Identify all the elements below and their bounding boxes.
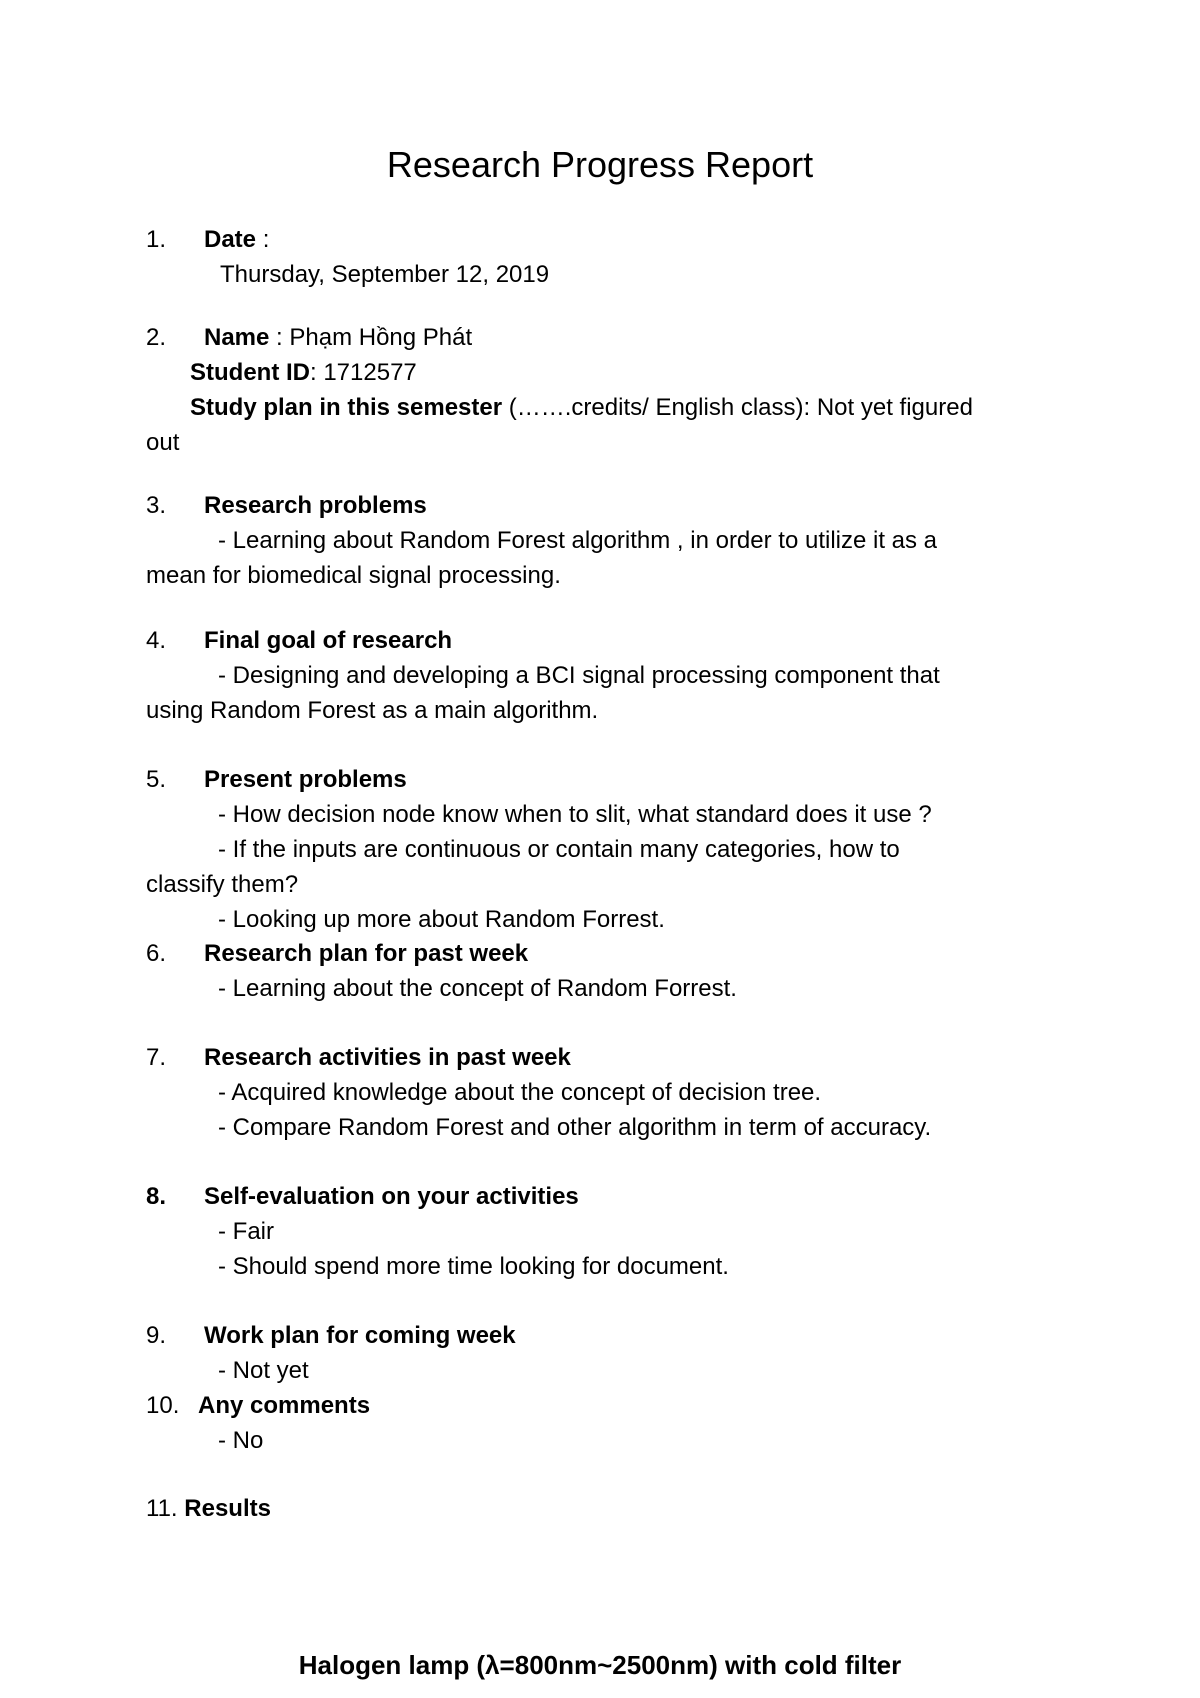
section-comments [146,1388,1076,1458]
section-number: 1. [146,226,167,253]
section-heading: Any comments [198,1392,371,1419]
section-final-goal: 4. Final goal of research - Designing and developing a BCI signal processing component that using Random Forest as a main algorithm. [146,623,1076,728]
section-heading: Name [204,324,270,351]
section-number: 11. [146,1495,178,1522]
section-heading: Present problems [204,766,407,793]
section-research-activities [146,1040,1076,1145]
list-item: - Learning about the concept of Random Forrest. [218,975,737,1002]
list-item: - Acquired knowledge about the concept of decision tree. [218,1079,822,1106]
section-heading: Final goal of research [204,627,453,654]
section-number: 10. [146,1392,180,1419]
section-number: 4. [146,627,167,654]
section-number: 3. [146,492,167,519]
section-number: 9. [146,1322,167,1349]
section-heading: Results [184,1495,271,1522]
section-number: 2. [146,324,167,351]
section-heading: Date [204,226,257,253]
section-number: 7. [146,1044,167,1071]
section-number: 6. [146,940,167,967]
list-item: - Looking up more about Random Forrest. [218,906,665,933]
list-item: - Not yet [218,1357,309,1384]
study-plan-line: Study plan in this semester (…….credits/ English class): Not yet figured [190,394,973,421]
section-number: 8. [146,1183,167,1210]
name-value: Phạm Hồng Phát [289,324,473,351]
list-item: - How decision node know when to slit, what standard does it use ? [218,801,932,828]
section-self-evaluation [146,1179,1076,1284]
student-id-line: Student ID: 1712577 [190,359,417,386]
section-number: 5. [146,766,167,793]
list-item: - Compare Random Forest and other algorithm in term of accuracy. [218,1114,932,1141]
section-research-problems: 3. Research problems - Learning about Random Forest algorithm , in order to utilize it as a mean for biomedical signal processing. [146,488,1076,593]
section-heading: Work plan for coming week [204,1322,516,1349]
list-item: - Should spend more time looking for document. [218,1253,729,1280]
section-results [146,1491,1076,1526]
document-title: Research Progress Report [386,144,814,185]
section-name: 2. Name : Phạm Hồng Phát Student ID: 1712577 Study plan in this semester (…….credits/ English class): Not yet figured out [146,320,1076,460]
section-heading: Research problems [204,492,427,519]
list-item: - If the inputs are continuous or contain many categories, how to [218,836,900,863]
list-item: - Designing and developing a BCI signal processing component that [218,662,940,689]
student-id-value: : 1712577 [310,359,417,386]
list-item: - Learning about Random Forest algorithm , in order to utilize it as a [218,527,938,554]
footer-caption: Halogen lamp (λ=800nm~2500nm) with cold filter [298,1650,902,1680]
list-item: - Fair [218,1218,274,1245]
study-plan-value: (…….credits/ English class): Not yet figured [502,394,973,421]
section-heading: Research plan for past week [204,940,529,967]
date-value: Thursday, September 12, 2019 [220,261,550,288]
section-research-plan [146,936,1076,1006]
section-date: 1. Date : Thursday, September 12, 2019 [146,222,1076,292]
list-item: - No [218,1427,264,1454]
section-heading: Research activities in past week [204,1044,571,1071]
section-present-problems: 5. Present problems - How decision node know when to slit, what standard does it use ? - If the inputs are continuous or contain many categories, how to classify them? - Looking up more about Random Forrest. [146,762,1076,937]
section-work-plan [146,1318,1076,1388]
section-heading: Self-evaluation on your activities [204,1183,579,1210]
